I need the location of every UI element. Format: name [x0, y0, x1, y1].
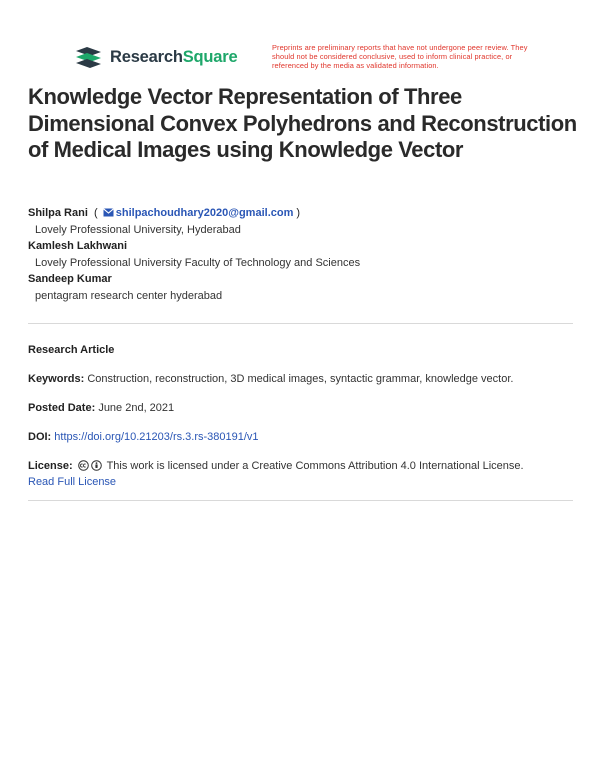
keywords-value: Construction, reconstruction, 3D medical images, syntactic grammar, knowledge vector.: [87, 373, 514, 385]
author-email-link[interactable]: shilpachoudhary2020@gmail.com: [115, 207, 294, 219]
license-text: This work is licensed under a Creative Commons Attribution 4.0 International License.: [106, 460, 524, 472]
posted-date-value: June 2nd, 2021: [98, 402, 175, 414]
article-type-label: Research Article: [28, 344, 115, 356]
author-name: Shilpa Rani: [28, 207, 88, 219]
doi-label: DOI:: [28, 431, 52, 443]
article-type: [28, 342, 573, 358]
author-affiliation: pentagram research center hyderabad: [35, 290, 223, 302]
read-full-license-link[interactable]: Read Full License: [28, 476, 117, 488]
email-paren-open: (: [90, 207, 101, 219]
author-entry: [28, 239, 573, 254]
author-affiliation: Lovely Professional University Faculty of Technology and Sciences: [35, 257, 361, 269]
header: [74, 44, 574, 80]
keywords-label: Keywords:: [28, 373, 85, 385]
attribution-icon: [91, 460, 102, 471]
posted-date-label: Posted Date:: [28, 402, 96, 414]
author-entry: [28, 272, 573, 287]
paper-title: Knowledge Vector Representation of Three Dimensional Convex Polyhedrons and Reconstruction of Medical Images using Knowledge Vector: [28, 84, 577, 162]
logo-text: [110, 48, 237, 67]
logo-word-square: Square: [182, 47, 238, 66]
logo-word-research: Research: [110, 47, 183, 66]
email-paren-close: ): [293, 207, 301, 219]
section-divider: [28, 500, 573, 501]
author-list: [28, 206, 573, 305]
posted-date-row: [28, 400, 573, 416]
research-square-logo[interactable]: [74, 46, 237, 68]
license-row: [28, 458, 573, 490]
section-divider: [28, 323, 573, 324]
author-name: Kamlesh Lakhwani: [28, 240, 128, 252]
author-name: Sandeep Kumar: [28, 273, 112, 285]
mail-icon: [103, 208, 114, 217]
research-square-logo-icon: [74, 46, 104, 68]
creative-commons-icon: [78, 460, 89, 471]
author-entry: [28, 206, 573, 221]
cc-icons: [78, 460, 102, 471]
doi-row: [28, 429, 573, 445]
preprint-disclaimer: Preprints are preliminary reports that have not undergone peer review. They should not be considered conclusive, used to inform clinical practice, or referenced by the media as validated information.: [272, 43, 528, 70]
doi-link[interactable]: https://doi.org/10.21203/rs.3.rs-380191/v1: [54, 431, 259, 443]
author-affiliation: Lovely Professional University, Hyderabad: [35, 224, 241, 236]
keywords-row: [28, 371, 573, 387]
license-label: License:: [28, 460, 73, 472]
